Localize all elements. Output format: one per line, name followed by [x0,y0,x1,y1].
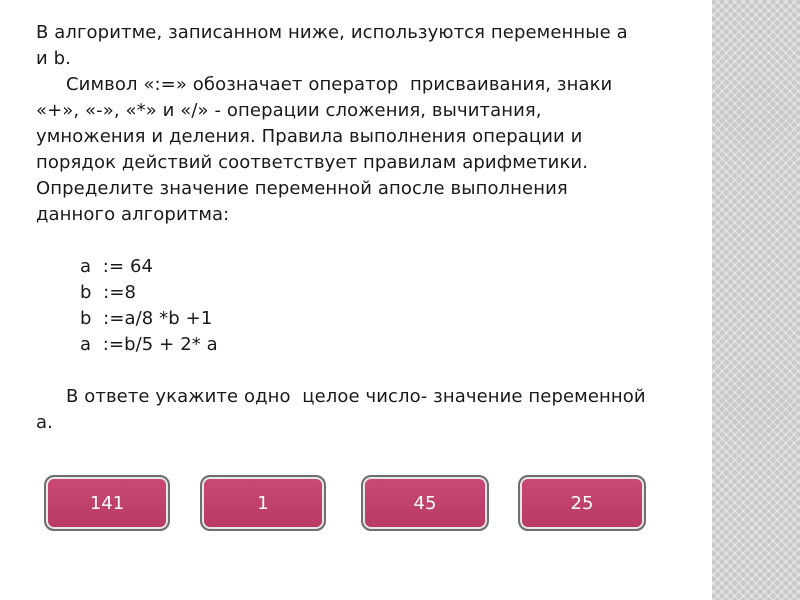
code-line: a := 64 [80,256,154,277]
spacer [36,228,702,254]
code-line: b :=a/8 *b +1 [80,308,213,329]
task-line: «+», «-», «*» и «/» - операции сложения, вычитания, [36,100,542,121]
task-line: порядок действий соответствует правилам арифметики. [36,152,589,173]
answer-button-2[interactable]: 1 [200,475,326,531]
task-line: данного алгоритма: [36,204,230,225]
task-line: умножения и деления. Правила выполнения операции и [36,126,583,147]
instruction-line: В ответе укажите одно целое число- значение переменной [66,386,646,407]
decorative-side-strip [712,0,800,600]
task-line: В алгоритме, записанном ниже, используются переменные a [36,22,628,43]
task-line: Определите значение переменной апосле выполнения [36,178,568,199]
spacer [36,358,702,384]
code-line: a :=b/5 + 2* a [80,334,218,355]
task-text [36,20,702,436]
answer-button-1[interactable]: 141 [44,475,170,531]
instruction-line: a. [36,412,53,433]
task-line: Символ «:=» обозначает оператор присваивания, знаки [66,74,613,95]
code-line: b :=8 [80,282,137,303]
task-line: и b. [36,48,71,69]
answer-button-3[interactable]: 45 [361,475,489,531]
answer-button-4[interactable]: 25 [518,475,646,531]
